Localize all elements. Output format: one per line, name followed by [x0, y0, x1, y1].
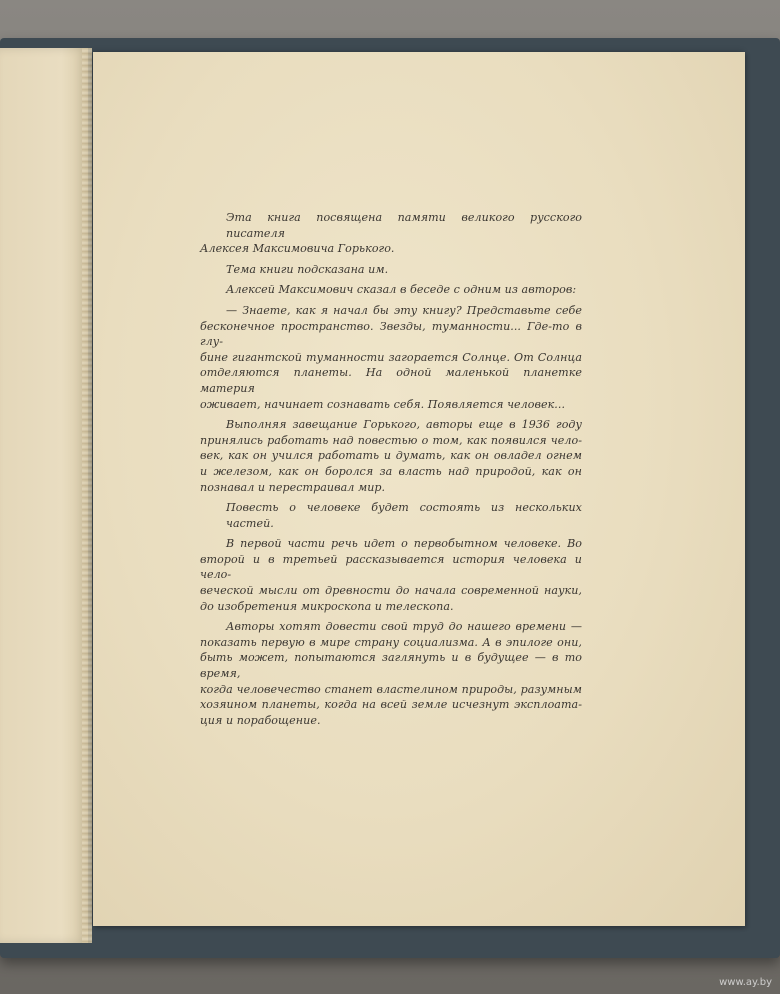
- text-line: когда человечество станет властелином природы, разумным: [200, 682, 582, 696]
- text-line: второй и в третьей рассказывается история человека и чело-: [200, 552, 582, 582]
- left-page-edge: [82, 48, 92, 943]
- text-line: Выполняя завещание Горького, авторы еще в 1936 году: [226, 418, 582, 432]
- paragraph: [200, 282, 582, 298]
- paragraph: [200, 303, 582, 412]
- text-line: и железом, как он боролся за власть над природой, как он: [200, 464, 582, 478]
- paragraph: [200, 417, 582, 495]
- text-line: век, как он учился работать и думать, как он овладел огнем: [200, 449, 582, 463]
- text-line: Алексей Максимович сказал в беседе с одним из авторов:: [226, 283, 577, 297]
- left-page: [0, 48, 88, 943]
- text-line: до изобретения микроскопа и телескопа.: [200, 599, 454, 613]
- text-line: хозяином планеты, когда на всей земле исчезнут эксплоата-: [200, 698, 582, 712]
- text-line: ция и порабощение.: [200, 713, 321, 727]
- paragraph: [200, 262, 582, 278]
- paragraph: [200, 536, 582, 614]
- text-line: — Знаете, как я начал бы эту книгу? Представьте себе: [226, 303, 582, 317]
- watermark: www.ay.by: [719, 977, 772, 988]
- text-line: оживает, начинает сознавать себя. Появляется человек...: [200, 397, 566, 411]
- text-line: Повесть о человеке будет состоять из нескольких частей.: [226, 501, 582, 530]
- text-line: веческой мысли от древности до начала современной науки,: [200, 584, 582, 598]
- text-line: Тема книги подсказана им.: [226, 262, 389, 276]
- text-line: бесконечное пространство. Звезды, туманности... Где-то в глу-: [200, 319, 582, 349]
- text-line: В первой части речь идет о первобытном человеке. Во: [226, 537, 582, 551]
- text-line: Авторы хотят довести свой труд до нашего времени —: [226, 620, 582, 634]
- text-line: бине гигантской туманности загорается Солнце. От Солнца: [200, 350, 582, 364]
- text-line: быть может, попытаются заглянуть и в будущее — в то время,: [200, 651, 582, 681]
- text-line: отделяются планеты. На одной маленькой планетке материя: [200, 366, 582, 395]
- text-line: Алексея Максимовича Горького.: [200, 242, 395, 256]
- paragraph: [200, 500, 582, 531]
- paragraph: [200, 210, 582, 257]
- text-line: Эта книга посвящена памяти великого русского писателя: [226, 211, 582, 240]
- paragraph: [200, 619, 582, 728]
- text-line: познавал и перестраивал мир.: [200, 480, 386, 494]
- text-line: принялись работать над повестью о том, как появился чело-: [200, 433, 582, 447]
- dedication-text: [200, 210, 582, 733]
- text-line: показать первую в мире страну социализма. А в эпилоге они,: [200, 635, 582, 649]
